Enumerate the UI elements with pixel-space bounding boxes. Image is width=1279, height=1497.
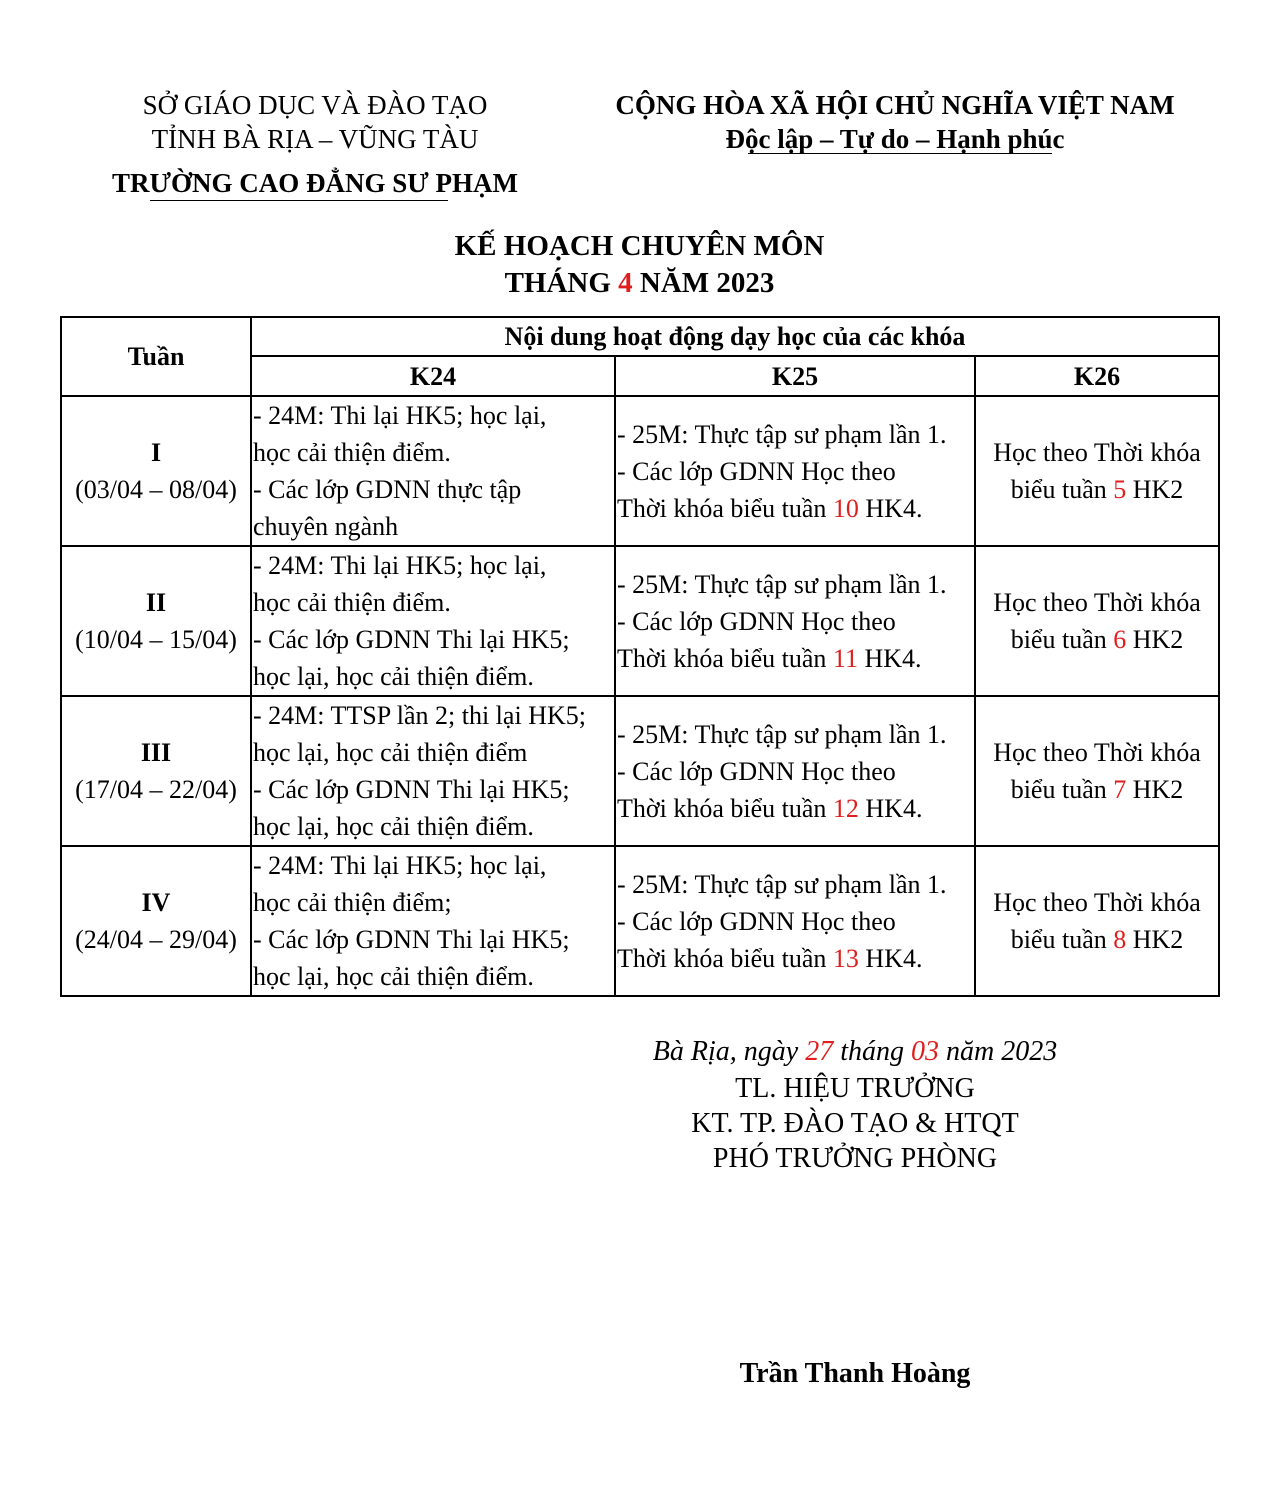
k24-line: - 24M: Thi lại HK5; học lại, [253, 851, 547, 880]
k25-line: - Các lớp GDNN Học theo [617, 606, 896, 636]
date-prefix: Bà Rịa, ngày [652, 1036, 806, 1067]
document-title [0, 228, 1279, 302]
province-name: TỈNH BÀ RỊA – VŨNG TÀU [151, 124, 479, 154]
week-cell [61, 546, 251, 696]
k26-text: HK2 [1126, 475, 1184, 504]
k26-text: biểu tuần [1010, 775, 1114, 804]
national-motto: Độc lập – Tự do – Hạnh phúc [725, 124, 1065, 154]
title-line-1: KẾ HOẠCH CHUYÊN MÔN [454, 230, 825, 262]
header-right [590, 88, 1200, 156]
week-cell [61, 396, 251, 546]
k25-text: HK4. [857, 643, 922, 673]
k26-text: biểu tuần [1010, 625, 1114, 654]
k25-text: HK4. [858, 493, 923, 523]
k24-line: học lại, học cải thiện điểm. [253, 812, 534, 841]
k24-line: - 24M: TTSP lần 2; thi lại HK5; [253, 701, 586, 730]
k26-text: biểu tuần [1010, 475, 1114, 504]
k24-line: - 24M: Thi lại HK5; học lại, [253, 401, 547, 430]
k26-line [976, 921, 1218, 958]
k24-line: học cải thiện điểm. [253, 588, 451, 617]
k26-text: HK2 [1126, 625, 1184, 654]
signer-title-2: KT. TP. ĐÀO TẠO & HTQT [691, 1108, 1019, 1139]
k24-line: chuyên ngành [253, 512, 399, 541]
week-range: (24/04 – 29/04) [75, 925, 237, 954]
k26-cell [975, 546, 1219, 696]
header-k24: K24 [251, 356, 615, 396]
k25-line: - Các lớp GDNN Học theo [617, 456, 896, 486]
k25-text: Thời khóa biểu tuần [617, 943, 833, 973]
k24-line: học lại, học cải thiện điểm. [253, 962, 534, 991]
week-range: (10/04 – 15/04) [75, 625, 237, 654]
national-title: CỘNG HÒA XÃ HỘI CHỦ NGHĨA VIỆT NAM [615, 90, 1175, 120]
k25-cell [615, 846, 975, 996]
k24-cell [251, 396, 615, 546]
k26-line: Học theo Thời khóa [993, 438, 1201, 467]
k26-line: Học theo Thời khóa [993, 738, 1201, 767]
week-range: (03/04 – 08/04) [75, 475, 237, 504]
k24-cell [251, 696, 615, 846]
k25-cell [615, 546, 975, 696]
k24-line: - 24M: Thi lại HK5; học lại, [253, 551, 547, 580]
k25-text: Thời khóa biểu tuần [617, 793, 833, 823]
signer-title-1: TL. HIỆU TRƯỞNG [735, 1073, 975, 1104]
k26-line [976, 621, 1218, 658]
k26-text: HK2 [1126, 925, 1184, 954]
k24-line: - Các lớp GDNN Thi lại HK5; [253, 625, 570, 654]
header-group: Nội dung hoạt động dạy học của các khóa [251, 317, 1219, 356]
k24-line: học lại, học cải thiện điểm. [253, 662, 534, 691]
k25-text: HK4. [858, 793, 923, 823]
date-day: 27 [805, 1036, 834, 1067]
k25-week-number: 12 [832, 793, 859, 823]
title-month-prefix: THÁNG [504, 267, 619, 299]
motto-underline [748, 153, 1052, 154]
k26-cell [975, 396, 1219, 546]
k26-text: HK2 [1126, 775, 1184, 804]
k25-text: Thời khóa biểu tuần [617, 493, 833, 523]
k25-line [617, 640, 974, 677]
header-k26: K26 [975, 356, 1219, 396]
k25-line: - 25M: Thực tập sư phạm lần 1. [617, 569, 947, 599]
signer-name: Trần Thanh Hoàng [739, 1358, 971, 1389]
k24-line: học cải thiện điểm; [253, 888, 452, 917]
k24-line: - Các lớp GDNN Thi lại HK5; [253, 925, 570, 954]
k26-week-number: 7 [1113, 775, 1127, 804]
k25-text: Thời khóa biểu tuần [617, 643, 833, 673]
school-underline [150, 200, 448, 201]
date-month: 03 [910, 1036, 939, 1067]
plan-table [60, 316, 1220, 997]
k26-cell [975, 696, 1219, 846]
k26-cell [975, 846, 1219, 996]
k25-text: HK4. [858, 943, 923, 973]
signature-date [560, 1034, 1150, 1069]
k24-line: học cải thiện điểm. [253, 438, 451, 467]
week-range: (17/04 – 22/04) [75, 775, 237, 804]
k24-line: - Các lớp GDNN thực tập [253, 475, 522, 504]
k26-line [976, 771, 1218, 808]
k25-line: - Các lớp GDNN Học theo [617, 756, 896, 786]
department-name: SỞ GIÁO DỤC VÀ ĐÀO TẠO [142, 90, 488, 120]
k25-week-number: 13 [832, 943, 859, 973]
header-left [100, 88, 530, 200]
k24-line: - Các lớp GDNN Thi lại HK5; [253, 775, 570, 804]
k26-line: Học theo Thời khóa [993, 888, 1201, 917]
signature-block [560, 1034, 1150, 1176]
week-number: III [140, 738, 172, 767]
table-row [61, 546, 1219, 696]
k25-cell [615, 396, 975, 546]
school-name: TRƯỜNG CAO ĐẲNG SƯ PHẠM [112, 168, 518, 198]
k25-line: - Các lớp GDNN Học theo [617, 906, 896, 936]
date-year: năm 2023 [938, 1036, 1058, 1067]
table-row [61, 696, 1219, 846]
signer-title-3: PHÓ TRƯỞNG PHÒNG [712, 1143, 998, 1174]
k25-line: - 25M: Thực tập sư phạm lần 1. [617, 869, 947, 899]
k24-line: học lại, học cải thiện điểm [253, 738, 528, 767]
header-week: Tuần [61, 317, 251, 396]
week-number: IV [141, 888, 171, 917]
k25-week-number: 11 [832, 643, 858, 673]
header-k25: K25 [615, 356, 975, 396]
k26-week-number: 6 [1113, 625, 1127, 654]
table-row [61, 846, 1219, 996]
k25-line: - 25M: Thực tập sư phạm lần 1. [617, 719, 947, 749]
k26-week-number: 8 [1113, 925, 1127, 954]
week-number: I [150, 438, 162, 467]
k26-line [976, 471, 1218, 508]
k25-week-number: 10 [832, 493, 859, 523]
k25-line [617, 790, 974, 827]
table-row [61, 396, 1219, 546]
k26-week-number: 5 [1113, 475, 1127, 504]
title-month-number: 4 [618, 267, 633, 299]
k25-line: - 25M: Thực tập sư phạm lần 1. [617, 419, 947, 449]
title-year-suffix: NĂM 2023 [632, 267, 775, 299]
date-month-label: tháng [833, 1036, 911, 1067]
week-cell [61, 846, 251, 996]
week-cell [61, 696, 251, 846]
week-number: II [145, 588, 167, 617]
k25-line [617, 490, 974, 527]
k25-line [617, 940, 974, 977]
k26-line: Học theo Thời khóa [993, 588, 1201, 617]
k24-cell [251, 846, 615, 996]
k25-cell [615, 696, 975, 846]
k24-cell [251, 546, 615, 696]
k26-text: biểu tuần [1010, 925, 1114, 954]
title-line-2 [0, 265, 1279, 302]
